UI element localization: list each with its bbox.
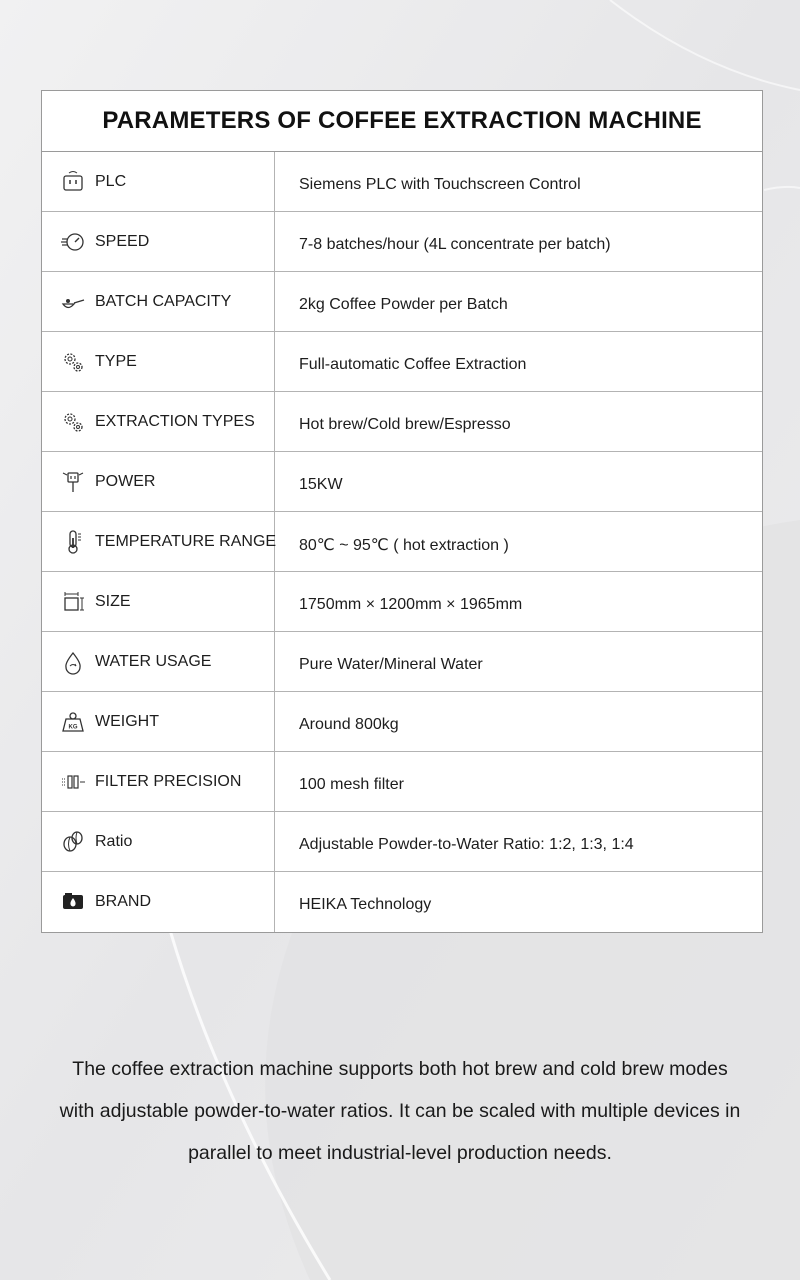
row-label: TEMPERATURE RANGE [95,532,277,550]
row-value: 15KW [299,475,343,493]
row-label: SIZE [95,592,131,610]
table-row [42,152,762,212]
row-value: 100 mesh filter [299,775,404,793]
speedometer-icon [59,228,87,256]
table-row [42,692,762,752]
table-row [42,872,762,932]
row-label-cell [42,572,275,631]
table-row [42,332,762,392]
coffee-bean-icon [59,828,87,856]
row-label-cell [42,452,275,511]
row-label-cell [42,812,275,871]
description-line: parallel to meet industrial-level production needs. [188,1142,612,1164]
gears-icon [59,348,87,376]
gears-icon [59,408,87,436]
table-row [42,632,762,692]
coffee-scoop-icon [59,288,87,316]
table-row [42,392,762,452]
row-label: WEIGHT [95,712,159,730]
plug-socket-icon [59,168,87,196]
row-label: EXTRACTION TYPES [95,412,255,430]
table-row [42,212,762,272]
description-text [20,1048,780,1174]
row-label-cell [42,872,275,932]
parameters-table [41,90,763,933]
row-value: Siemens PLC with Touchscreen Control [299,175,581,193]
row-value: 1750mm × 1200mm × 1965mm [299,595,523,613]
row-label: WATER USAGE [95,652,212,670]
row-value: HEIKA Technology [299,896,432,913]
row-label: BRAND [95,893,152,910]
table-title: PARAMETERS OF COFFEE EXTRACTION MACHINE [42,91,762,152]
row-label: POWER [95,472,156,490]
table-row [42,512,762,572]
row-value: 7-8 batches/hour (4L concentrate per batch) [299,235,611,253]
power-plug-icon [59,468,87,496]
filter-icon [59,768,87,796]
row-value: Around 800kg [299,715,399,733]
row-label: FILTER PRECISION [95,772,242,790]
description-line: The coffee extraction machine supports both hot brew and cold brew modes [72,1058,728,1080]
row-value: 2kg Coffee Powder per Batch [299,295,508,313]
dimensions-icon [59,588,87,616]
row-label: PLC [95,172,127,190]
row-label-cell [42,152,275,211]
row-value: Full-automatic Coffee Extraction [299,355,527,373]
table-row [42,812,762,872]
table-row [42,752,762,812]
row-label-cell [42,512,275,571]
table-row [42,272,762,332]
weight-icon [59,708,87,736]
row-label: BATCH CAPACITY [95,292,232,310]
brand-icon [59,888,87,916]
row-label: TYPE [95,352,137,370]
row-label-cell [42,752,275,811]
row-value: 80℃ ~ 95℃ ( hot extraction ) [299,536,509,554]
description-line: with adjustable powder-to-water ratios. It can be scaled with multiple devices in [59,1100,741,1122]
row-label-cell [42,392,275,451]
row-label: Ratio [95,832,133,850]
row-value: Pure Water/Mineral Water [299,655,483,673]
row-label-cell [42,212,275,271]
row-label-cell [42,632,275,691]
row-label-cell [42,272,275,331]
row-label: SPEED [95,232,150,250]
row-label-cell [42,692,275,751]
row-value: Hot brew/Cold brew/Espresso [299,415,511,433]
svg-text:KG: KG [68,724,78,730]
thermometer-icon [59,528,87,556]
row-label-cell [42,332,275,391]
table-row [42,572,762,632]
row-value: Adjustable Powder-to-Water Ratio: 1:2, 1:3, 1:4 [299,835,634,853]
water-drop-icon [59,648,87,676]
table-row [42,452,762,512]
